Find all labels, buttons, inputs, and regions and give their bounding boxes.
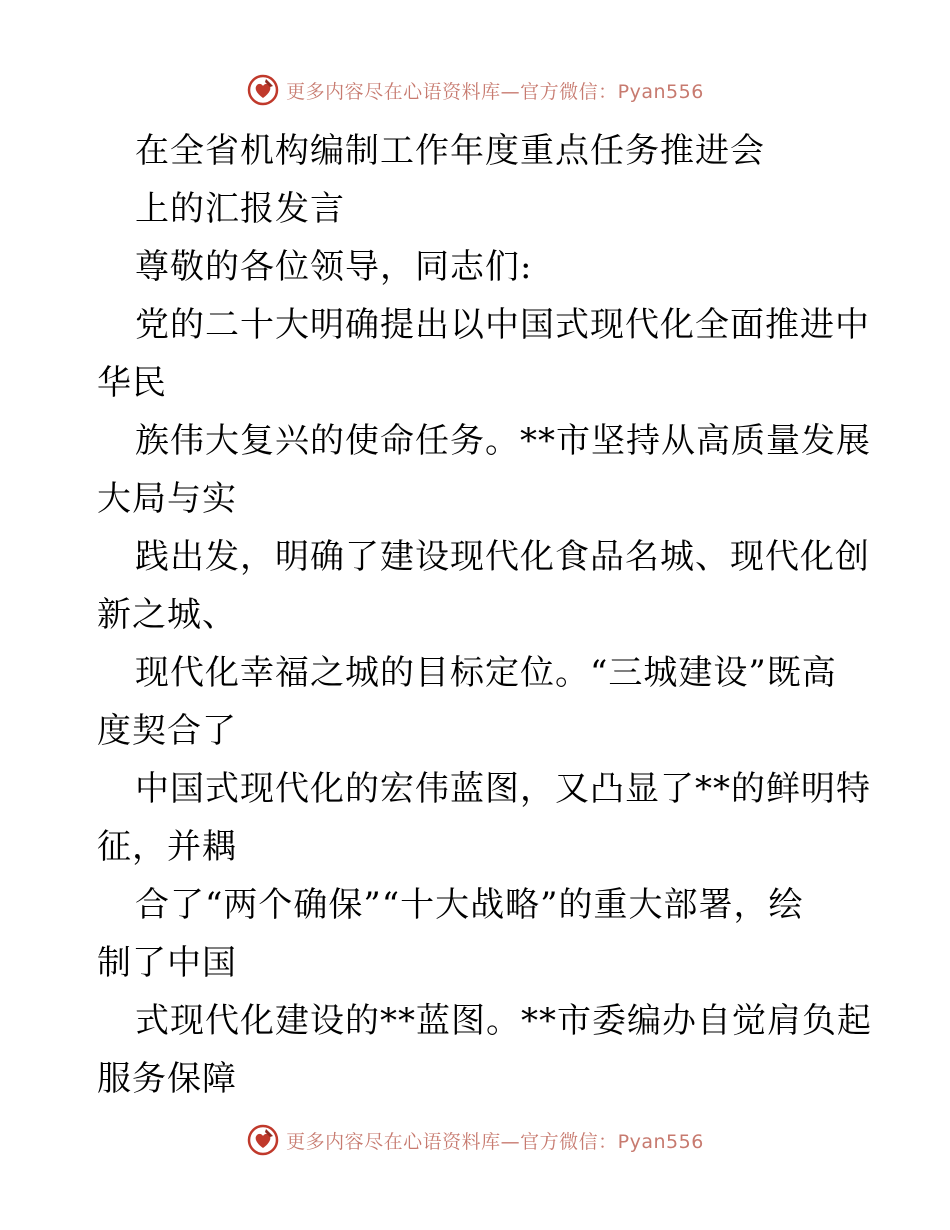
document-body xyxy=(97,122,872,1108)
text-line: 在全省机构编制工作年度重点任务推进会 xyxy=(135,131,765,171)
text-line: 大局与实 xyxy=(97,479,237,519)
heart-pen-logo-icon xyxy=(246,73,280,107)
text-line: 中国式现代化的宏伟蓝图，又凸显了**的鲜明特 xyxy=(135,769,871,809)
text-line: 度契合了 xyxy=(97,711,237,751)
text-line: 华民 xyxy=(97,363,167,403)
text-line: 新之城、 xyxy=(97,595,237,635)
text-line: 践出发，明确了建设现代化食品名城、现代化创 xyxy=(135,537,870,577)
text-line: 式现代化建设的**蓝图。**市委编办自觉肩负起 xyxy=(135,1001,872,1041)
text-line: 族伟大复兴的使命任务。**市坚持从高质量发展 xyxy=(135,421,871,461)
heart-pen-logo-icon xyxy=(246,1123,280,1157)
text-line: 尊敬的各位领导，同志们: xyxy=(135,247,533,287)
watermark-footer xyxy=(0,1120,950,1160)
text-line: 征，并耦 xyxy=(97,827,237,867)
text-line: 合了“两个确保”“十大战略”的重大部署，绘 xyxy=(135,885,804,925)
text-line: 上的汇报发言 xyxy=(135,189,345,229)
text-line: 党的二十大明确提出以中国式现代化全面推进中 xyxy=(135,305,870,345)
watermark-text: 更多内容尽在心语资料库—官方微信：Pyan556 xyxy=(286,1130,704,1153)
watermark-text: 更多内容尽在心语资料库—官方微信：Pyan556 xyxy=(286,80,704,103)
text-line: 服务保障 xyxy=(97,1059,237,1099)
text-line: 制了中国 xyxy=(97,943,237,983)
text-line: 现代化幸福之城的目标定位。“三城建设”既高 xyxy=(135,653,837,693)
watermark-header xyxy=(0,70,950,110)
